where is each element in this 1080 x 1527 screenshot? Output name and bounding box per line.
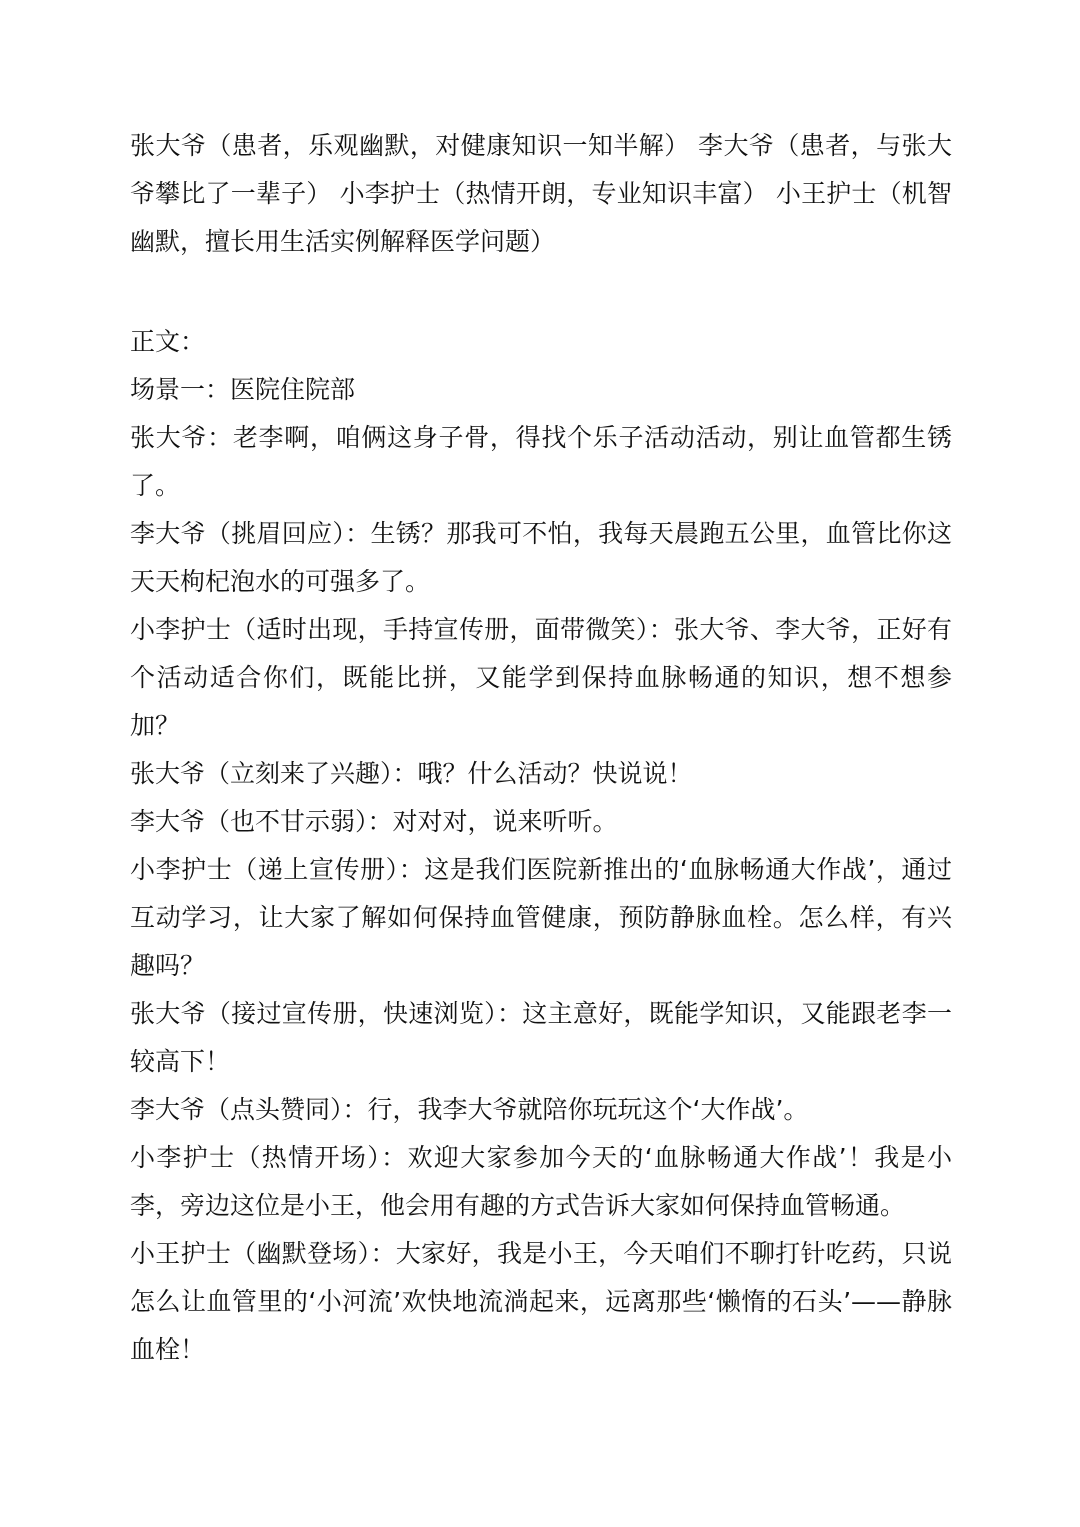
dialogue-line: 小李护士（适时出现，手持宣传册，面带微笑）：张大爷、李大爷，正好有个活动适合你们，既能比拼，又能学到保持血脉畅通的知识，想不想参加？ (130, 615, 952, 740)
dialogue-line: 小李护士（热情开场）：欢迎大家参加今天的‘血脉畅通大作战’！我是小李，旁边这位是小王，他会用有趣的方式告诉大家如何保持血管畅通。 (130, 1143, 952, 1220)
dialogue-line: 李大爷（挑眉回应）：生锈？那我可不怕，我每天晨跑五公里，血管比你这天天枸杞泡水的可强多了。 (130, 519, 952, 596)
dialogue-line: 张大爷（立刻来了兴趣）：哦？什么活动？快说说！ (130, 759, 693, 788)
dialogue-line: 李大爷（也不甘示弱）：对对对，说来听听。 (130, 807, 618, 836)
scene-title: 场景一：医院住院部 (130, 375, 356, 404)
character-list: 张大爷（患者，乐观幽默，对健康知识一知半解） 李大爷（患者，与张大爷攀比了一辈子） 小李护士（热情开朗，专业知识丰富） 小王护士（机智幽默，擅长用生活实例解释医学问题） (130, 131, 952, 256)
paragraph-gap (130, 266, 952, 318)
dialogue-line: 小王护士（幽默登场）：大家好，我是小王，今天咱们不聊打针吃药，只说怎么让血管里的‘小河流’欢快地流淌起来，远离那些‘懒惰的石头’——静脉血栓！ (130, 1239, 952, 1364)
dialogue-line: 李大爷（点头赞同）：行，我李大爷就陪你玩玩这个‘大作战’。 (130, 1095, 809, 1124)
dialogue-line: 张大爷：老李啊，咱俩这身子骨，得找个乐子活动活动，别让血管都生锈了。 (130, 423, 952, 500)
dialogue-line: 小李护士（递上宣传册）：这是我们医院新推出的‘血脉畅通大作战’，通过互动学习，让大家了解如何保持血管健康，预防静脉血栓。怎么样，有兴趣吗？ (130, 855, 952, 980)
document-page (130, 122, 952, 1374)
dialogue-line: 张大爷（接过宣传册，快速浏览）：这主意好，既能学知识，又能跟老李一较高下！ (130, 999, 952, 1076)
body-heading: 正文： (130, 327, 206, 356)
